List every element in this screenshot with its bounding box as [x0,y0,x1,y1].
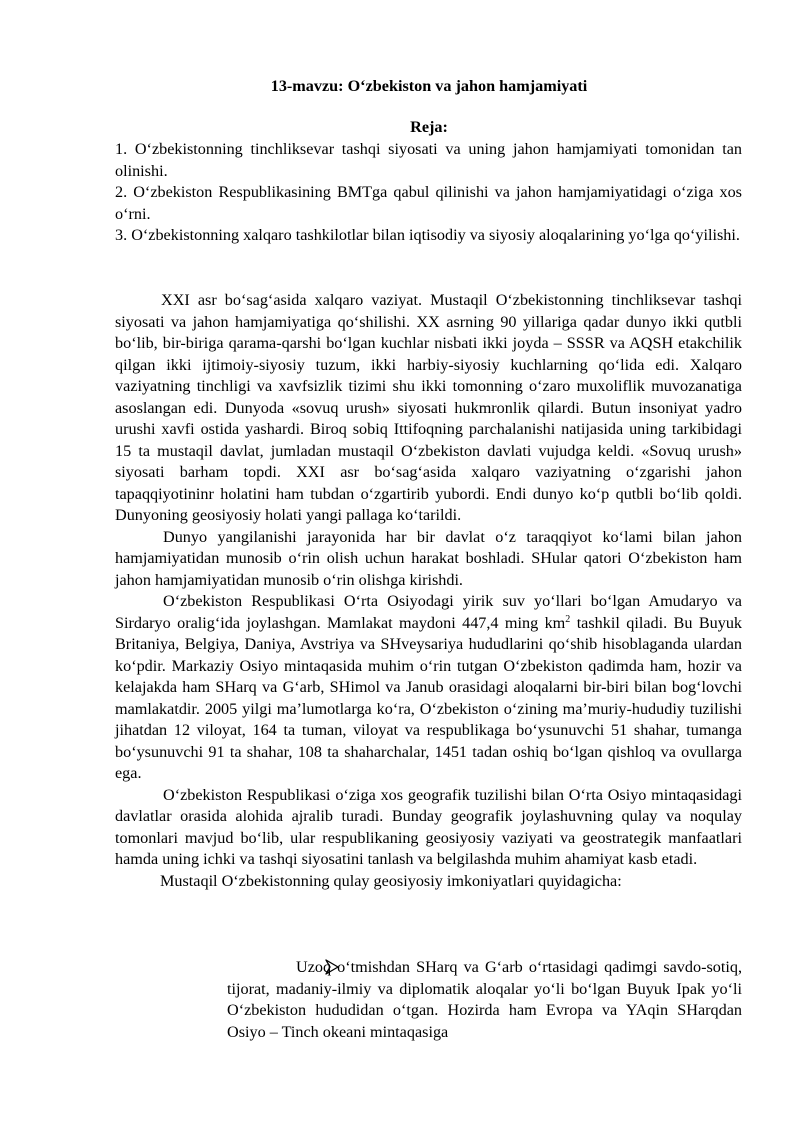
document-title: 13-mavzu: O‘zbekiston va jahon hamjamiyati [270,77,588,95]
plan-item: 3. O‘zbekistonning xalqaro tashkilotlar bilan iqtisodiy va siyosiy aloqalarining yo‘lga qo‘yilishi. [115,226,740,244]
body-paragraph [115,591,742,785]
body-paragraph: Mustaqil O‘zbekistonning qulay geosiyosiy imkoniyatlari quyidagicha: [160,871,622,890]
plan-heading: Reja: [410,118,448,136]
area-sentence: O‘zbekiston Respublikasi O‘rta Osiyodagi yirik suv yo‘llari bo‘lgan Amudaryo va Sirdaryo oralig‘ida joylashgan. Mamlakat maydoni 447,4 ming km [115,592,742,632]
arrow-bullet-icon [276,959,290,975]
document-body [115,290,742,892]
area-continuation: tashkil qiladi. Bu Buyuk Britaniya, Belgiya, Daniya, Avstriya va SHveysariya hududlarini qo‘shib hisoblaganda ulardan ko‘pdir. Markaziy Osiyo mintaqasida muhim o‘rin tutgan O‘zbekiston qadimda ham, hozir va kelajakda ham SHarq va G‘arb, SHimol va Janub orasidagi aloqalarni bir-biri bilan bog‘lovchi mamlakatdir. 2005 yilgi ma’lumotlarga ko‘ra, O‘zbekiston o‘zining ma’muriy-hududiy tuzilishi jihatdan 12 viloyat, 164 ta tuman, viloyat va respublikaga bo‘ysunuvchi 51 shahar, tumanga bo‘ysunuvchi 91 ta shahar, 108 ta shaharchalar, 1451 tadan oshiq bo‘lgan qishloq va ovullarga ega. [115,613,743,782]
plan-list [115,139,742,247]
bullet-list [227,957,742,1043]
bullet-text: Uzoq o‘tmishdan SHarq va G‘arb o‘rtasidagi qadimgi savdo-sotiq, tijorat, madaniy-ilmiy va diplomatik aloqalar yo‘li bo‘lgan Buyuk Ipak yo‘li O‘zbekiston hududidan o‘tgan. Hozirda ham Evropa va YAqin SHarqdan Osiyo – Tinch okeani mintaqasiga [227,958,742,1041]
body-paragraph: XXI asr bo‘sag‘asida xalqaro vaziyat. Mustaqil O‘zbekistonning tinchliksevar tashqi siyosati va jahon hamjamiyatiga qo‘shilishi. XX asrning 90 yillariga qadar dunyo ikki qutbli bo‘lib, bir-biriga qarama-qarshi bo‘lgan kuchlar nisbati ikki joyda – SSSR va AQSH etakchilik qilgan ikki ijtimoiy-siyosiy tuzum, ikki harbiy-siyosiy kuchlarning qo‘lida edi. Xalqaro vaziyatning tinchligi va xavfsizlik tizimi shu ikki tomonning o‘zaro muxoliflik muvozanatiga asoslangan edi. Dunyoda «sovuq urush» siyosati hukmronlik qilardi. Butun insoniyat yadro urushi xavfi ostida yashardi. Biroq sobiq Ittifoqning parchalanishi natijasida uning tarkibidagi 15 ta mustaqil davlat, jumladan mustaqil O‘zbekiston davlati vujudga keldi. «Sovuq urush» siyosati barham topdi. XXI asr bo‘sag‘asida xalqaro vaziyatning o‘zgarishi jahon tapaqqiyotininr holatini ham tubdan o‘zgartirib yubordi. Endi dunyo ko‘p qutbli bo‘lib qoldi. Dunyoning geosiyosiy holati yangi pallaga ko‘tarildi. [115,291,742,524]
plan-item: 2. O‘zbekiston Respublikasining BMTga qabul qilinishi va jahon hamjamiyatidagi o‘ziga xos o‘rni. [115,183,742,223]
superscript-squared: 2 [565,613,571,625]
body-paragraph: O‘zbekiston Respublikasi o‘ziga xos geografik tuzilishi bilan O‘rta Osiyo mintaqasidagi davlatlar orasida alohida ajralib turadi. Bunday geografik joylashuvning qulay va noqulay tomonlari mavjud bo‘lib, ular respublikaning geosiyosiy vaziyati va geostrategik manfaatlari hamda uning ichki va tashqi siyosatini tanlash va belgilashda muhim ahamiyat kasb etadi. [115,785,742,868]
plan-item: 1. O‘zbekistonning tinchliksevar tashqi siyosati va uning jahon hamjamiyati tomonidan tan olinishi. [115,140,742,180]
body-paragraph: Dunyo yangilanishi jarayonida har bir davlat o‘z taraqqiyot ko‘lami bilan jahon hamjamiyatidan munosib o‘rin olish uchun harakat boshladi. SHular qatori O‘zbekiston ham jahon hamjamiyatidan munosib o‘rin olishga kirishdi. [115,527,742,589]
bullet-item [227,957,742,1043]
